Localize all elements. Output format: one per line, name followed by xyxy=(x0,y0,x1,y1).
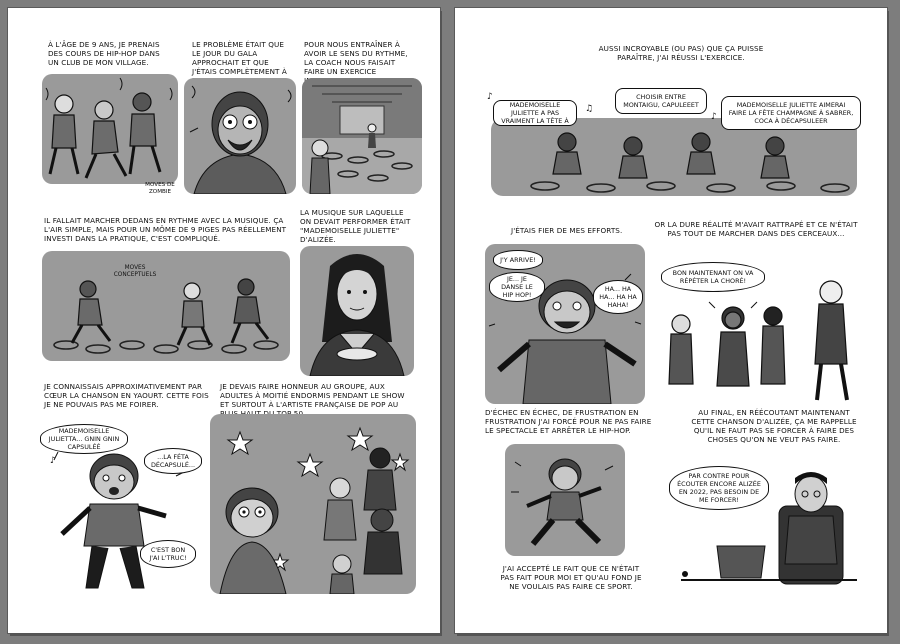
panel-singing-kid xyxy=(36,416,204,596)
caption-succeeded-exercise: AUSSI INCROYABLE (OU PAS) QUE ÇA PUISSE PARAÎTRE, J'AI RÉUSSI L'EXERCICE. xyxy=(598,44,764,62)
panel-group-choreo xyxy=(655,254,861,404)
lyric-bubble-1: MADEMOISELLE JULIETTE A PAS VRAIMENT LA TÊTE À xyxy=(493,100,577,126)
caption-rhythm-exercise: POUR NOUS ENTRAÎNER À AVOIR LE SENS DU RYTHME, LA COACH NOUS FAISAIT FAIRE UN EXERCICE xyxy=(304,40,408,76)
caption-harsh-reality: OR LA DURE RÉALITÉ M'AVAIT RATTRAPÉ ET CE N'ÉTAIT PAS TOUT DE MARCHER DANS DES CERCEAUX... xyxy=(654,220,858,238)
caption-music-alizee: LA MUSIQUE SUR LAQUELLE ON DEVAIT PERFORMER ÉTAIT "MADEMOISELLE JULIETTE" D'ALIZÉE. xyxy=(300,208,411,244)
panel-desk-reflection xyxy=(661,454,865,594)
caption-failure-frustration: D'ÉCHEC EN ÉCHEC, DE FRUSTRATION EN FRUSTRATION J'AI FORCÉ POUR NE PAS FAIRE LE SPECTACLE ET ARRÊTER LE HIP-HOP. xyxy=(485,408,652,435)
bubble-jy-arrive: J'Y ARRIVE! xyxy=(493,250,543,270)
panel-lyrics-dance xyxy=(485,84,863,198)
panel-alizee-portrait xyxy=(300,246,414,376)
gym-hoops-drawing xyxy=(302,78,422,194)
caption-accepted: J'AI ACCEPTÉ LE FAIT QUE CE N'ÉTAIT PAS FAIT POUR MOI ET QU'AU FOND JE NE VOULAIS PAS FAIRE CE SPORT. xyxy=(500,564,642,591)
bubble-je-danse: JE... JE DANSE LE HIP HOP! xyxy=(489,272,545,302)
panel-gym-hoops xyxy=(302,78,422,194)
bubble-par-contre: PAR CONTRE POUR ÉCOUTER ENCORE ALIZÉE EN 2022, PAS BESOIN DE ME FORCER! xyxy=(669,466,769,510)
label-moves-zombie: MOVES DE ZOMBIE xyxy=(145,182,175,195)
caption-hiphop-lessons: À L'ÂGE DE 9 ANS, JE PRENAIS DES COURS DE HIP-HOP DANS UN CLUB DE MON VILLAGE. xyxy=(48,40,160,67)
caption-gala-problem: LE PROBLÈME ÉTAIT QUE LE JOUR DU GALA APPROCHAIT ET QUE J'ÉTAIS COMPLÈTEMENT À xyxy=(192,40,287,76)
bubble-mademoiselle-julietta: MADEMOISELLE JULIETTA... GNIN GNIN CAPSULÉÉ xyxy=(40,424,128,454)
panel-proud-kid xyxy=(485,244,645,404)
lyric-bubble-3: MADEMOISELLE JULIETTE AIMERAI FAIRE LA FÊTE CHAMPAGNE À SABRER, COCA À DÉCAPSULEER xyxy=(721,96,861,130)
music-note-icon: ♫ xyxy=(585,104,594,114)
lyric-bubble-2: CHOISIR ENTRE MONTAIGU, CAPULEEET xyxy=(615,88,707,114)
panel-frustrated-runner xyxy=(505,444,625,556)
caption-yaourt-lyrics: JE CONNAISSAIS APPROXIMATIVEMENT PAR CŒUR LA CHANSON EN YAOURT. CETTE FOIS JE NE POUVAIS PAS ME FOIRER. xyxy=(44,382,209,409)
music-note-icon: ♪ xyxy=(487,92,493,102)
label-moves-conceptuels: MOVES CONCEPTUELS xyxy=(113,265,157,278)
panel-gala-panic xyxy=(184,78,296,194)
bubble-haha: HA... HA HA... HA HA HAHA! xyxy=(593,280,643,314)
hoop-dancers-drawing xyxy=(42,251,290,361)
comic-page-right xyxy=(455,8,887,633)
caption-honor-group: JE DEVAIS FAIRE HONNEUR AU GROUPE, AUX ADULTES À MOITIÉ ENDORMIS PENDANT LE SHOW ET SURTOUT À L'ARTISTE FRANÇAISE DE POP AU xyxy=(220,382,405,409)
caption-final-reflection: AU FINAL, EN RÉÉCOUTANT MAINTENANT CETTE CHANSON D'ALIZÉE, ÇA ME RAPPELLE QU'IL NE FAUT PAS SE FORCER À FAIRE DES CHOSES QU'ON NE VEUT PAS FAIRE. xyxy=(691,408,857,444)
running-kid-drawing xyxy=(505,444,625,556)
panel-zombie-dancers xyxy=(34,70,180,200)
singer-portrait-drawing xyxy=(300,246,414,376)
music-note-icon: ♪ xyxy=(50,456,56,466)
music-note-icon: ♪ xyxy=(711,112,717,122)
bubble-bon-maintenant: BON MAINTENANT ON VA RÉPÉTER LA CHORÉ! xyxy=(661,262,765,292)
caption-walk-in-rhythm: IL FALLAIT MARCHER DEDANS EN RYTHME AVEC LA MUSIQUE. ÇA L'AIR SIMPLE, MAIS POUR UN MÔME DE 9 PIGES PAS RÉELLEMENT INVESTI DANS LA PRATIQUE, C'EST COMPLIQUÉ. xyxy=(44,216,287,243)
panic-face-drawing xyxy=(184,78,296,194)
comic-page-left xyxy=(8,8,440,633)
star-performance-drawing xyxy=(210,414,416,594)
bubble-cest-bon: C'EST BON J'AI L'TRUC! xyxy=(140,540,196,568)
panel-star-performance xyxy=(210,414,416,594)
bubble-la-feta: ...LA FÉTA DÉCAPSULÉ... xyxy=(144,448,202,474)
panel-conceptual-moves xyxy=(42,251,290,361)
zombie-dancers-drawing xyxy=(34,70,180,200)
caption-proud: J'ÉTAIS FIER DE MES EFFORTS. xyxy=(511,226,623,235)
